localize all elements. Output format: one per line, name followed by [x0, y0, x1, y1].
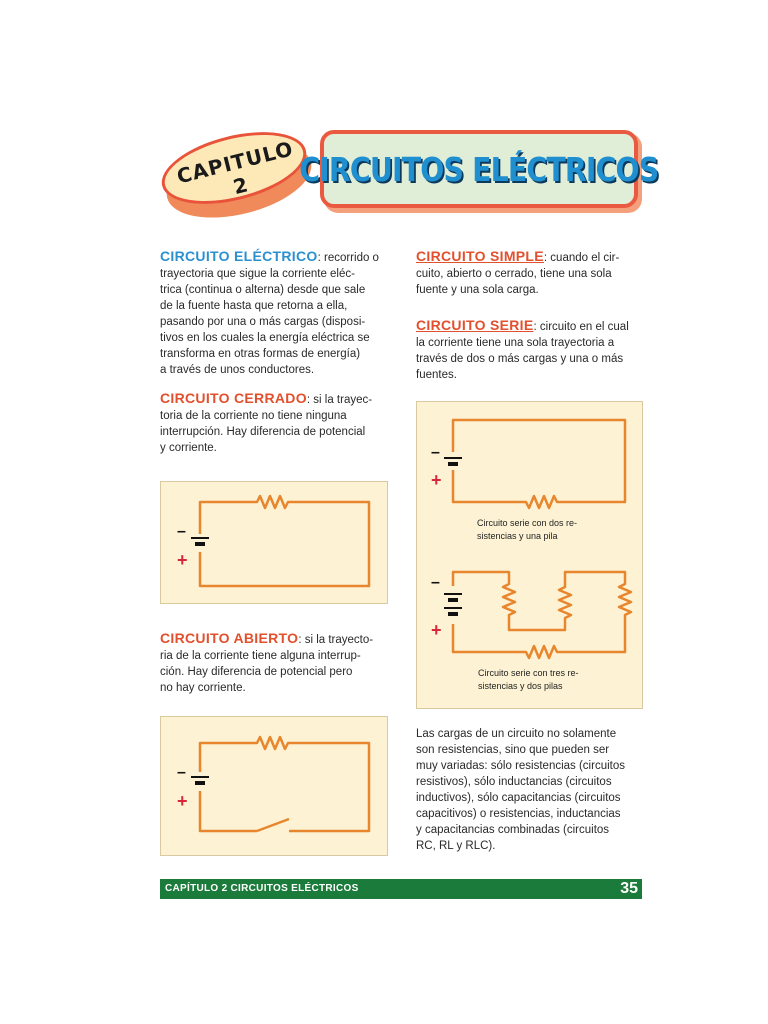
page-number: 35 [620, 880, 638, 897]
closed-circuit-svg [161, 482, 387, 603]
open-circuit-svg [161, 717, 387, 855]
term-circuito-simple: CIRCUITO SIMPLE [416, 248, 544, 264]
minus-sign: – [177, 764, 186, 781]
term-circuito-serie: CIRCUITO SERIE [416, 317, 534, 333]
chapter-label: CAPITULO 2 [174, 136, 296, 200]
footer-chapter-label: CAPÍTULO 2 CIRCUITOS ELÉCTRICOS [165, 883, 359, 894]
plus-sign: + [177, 550, 188, 570]
minus-sign: – [177, 523, 186, 540]
series-circuits-svg [417, 402, 642, 708]
minus-sign: – [431, 444, 440, 461]
caption-serie-dos: Circuito serie con dos re- sistencias y una pila [477, 518, 578, 541]
minus-sign: – [431, 574, 440, 591]
section-circuito-simple: CIRCUITO SIMPLE: cuando el cir- cuito, abierto o cerrado, tiene una sola fuente y una sola carga. [416, 248, 620, 296]
diagram-circuito-abierto [160, 716, 388, 856]
section-cargas: Las cargas de un circuito no solamente son resistencias, sino que pueden ser muy variadas: sólo resistencias (circuitos resistivos), sólo inductancias (circuitos inductivos), sólo capacitancias (circuitos capacitivos) o resistencias, inductancias y capacitancias combinadas (circuitos RC, RL y RLC). [416, 728, 625, 852]
diagram-circuito-cerrado [160, 481, 388, 604]
page-title: CIRCUITOS ELÉCTRICOS [299, 149, 659, 189]
section-circuito-cerrado: CIRCUITO CERRADO: si la trayec- toria de la corriente no tiene ninguna interrupción. Hay diferencia de potencial y corriente. [160, 390, 373, 454]
section-circuito-abierto: CIRCUITO ABIERTO: si la trayecto- ria de la corriente tiene alguna interrup- ción. Hay diferencia de potencial pero no hay corriente. [160, 630, 374, 694]
term-circuito-cerrado: CIRCUITO CERRADO [160, 390, 307, 406]
plus-sign: + [177, 791, 188, 811]
section-circuito-serie: CIRCUITO SERIE: circuito en el cual la corriente tiene una sola trayectoria a través de dos o más cargas y una o más fuentes. [416, 317, 629, 381]
plus-sign: + [431, 470, 442, 490]
diagram-circuito-serie [416, 401, 643, 709]
term-circuito-electrico: CIRCUITO ELÉCTRICO [160, 248, 318, 264]
plus-sign: + [431, 620, 442, 640]
section-circuito-electrico: CIRCUITO ELÉCTRICO: recorrido o trayectoria que sigue la corriente eléc- trica (continua o alterna) desde que sale de la fuente hasta que retorna a ella, pasando por una o más cargas (disposi- tivos en los cuales la energía eléctrica se transforma en otras formas de energía) a través de unos conductores. [160, 248, 379, 376]
term-circuito-abierto: CIRCUITO ABIERTO [160, 630, 299, 646]
title-box [299, 130, 659, 208]
caption-serie-tres: Circuito serie con tres re- sistencias y dos pilas [478, 668, 579, 691]
